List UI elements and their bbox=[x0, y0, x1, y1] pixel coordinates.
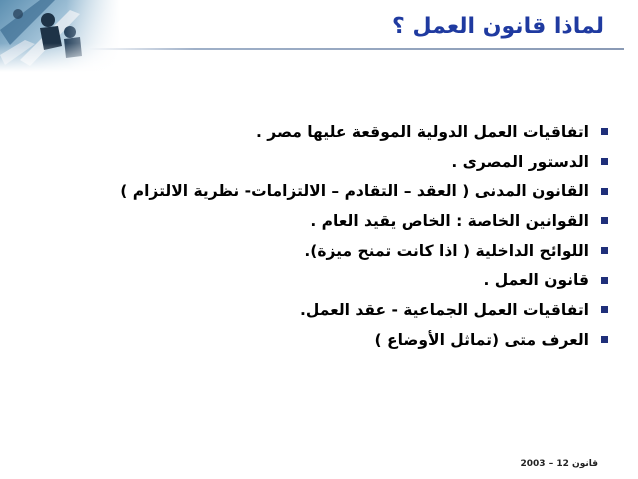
corner-fade bbox=[0, 0, 120, 72]
list-item bbox=[48, 206, 608, 236]
square-bullet-icon bbox=[601, 336, 608, 343]
square-bullet-icon bbox=[601, 217, 608, 224]
square-bullet-icon bbox=[601, 158, 608, 165]
bullet-text: اللوائح الداخلية ( اذا كانت تمنح ميزة). bbox=[304, 241, 589, 260]
slide-title: لماذا قانون العمل ؟ bbox=[392, 14, 604, 39]
bullet-text: اتفاقيات العمل الجماعية - عقد العمل. bbox=[299, 300, 589, 319]
square-bullet-icon bbox=[601, 247, 608, 254]
square-bullet-icon bbox=[601, 128, 608, 135]
list-item bbox=[48, 325, 608, 355]
bullet-text: العرف متى (تماثل الأوضاع ) bbox=[374, 330, 589, 349]
bullet-text: القوانين الخاصة : الخاص يقيد العام . bbox=[310, 211, 589, 230]
list-item bbox=[48, 176, 608, 206]
list-item bbox=[48, 295, 608, 325]
bullet-text: قانون العمل . bbox=[483, 271, 589, 290]
corner-photo bbox=[0, 0, 120, 72]
list-item bbox=[48, 117, 608, 147]
square-bullet-icon bbox=[601, 306, 608, 313]
list-item bbox=[48, 265, 608, 295]
list-item bbox=[48, 147, 608, 177]
bullet-list bbox=[48, 117, 608, 355]
bullet-text: الدستور المصرى . bbox=[451, 152, 589, 171]
slide-footer: قانون 12 – 2003 bbox=[520, 459, 598, 469]
bullet-text: القانون المدنى ( العقد – التقادم – الالتزامات- نظرية الالتزام ) bbox=[120, 182, 589, 201]
bullet-text: اتفاقيات العمل الدولية الموقعة عليها مصر . bbox=[256, 122, 589, 141]
title-divider bbox=[88, 48, 624, 50]
square-bullet-icon bbox=[601, 277, 608, 284]
list-item bbox=[48, 236, 608, 266]
square-bullet-icon bbox=[601, 188, 608, 195]
